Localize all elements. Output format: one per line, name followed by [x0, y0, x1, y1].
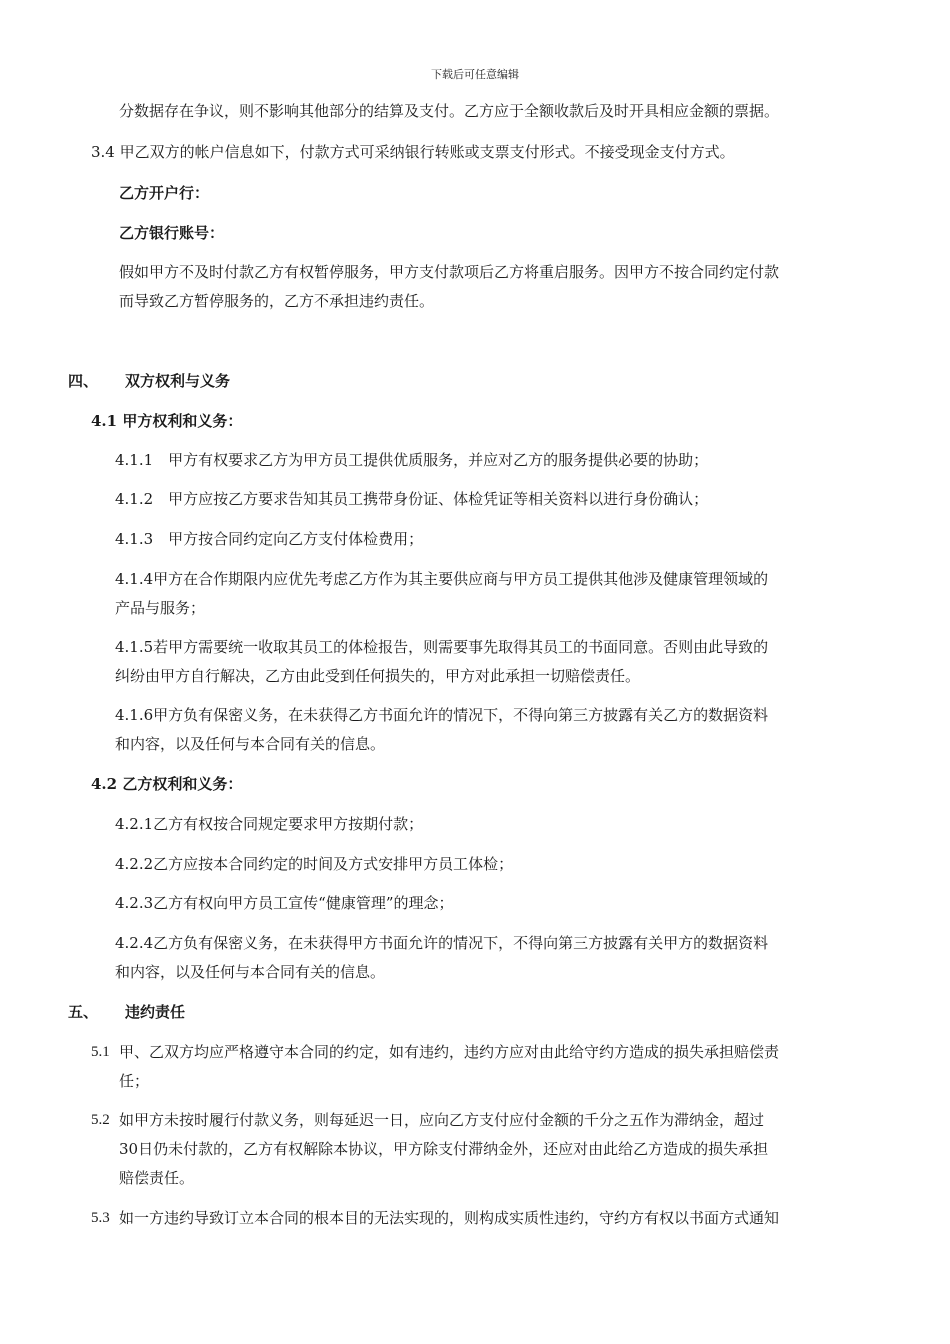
- paragraph-line: 任；: [119, 1072, 150, 1090]
- clause-number: 5.1: [91, 1044, 110, 1060]
- paragraph-line: 30日仍未付款的，乙方有权解除本协议，甲方除支付滞纳金外，还应对由此给乙方造成的损失承担: [119, 1140, 769, 1158]
- subsection-heading: 4.2 乙方权利和义务：: [91, 775, 243, 793]
- clause-5-3: 如一方违约导致订立本合同的根本目的无法实现的，则构成实质性违约，守约方有权以书面方式通知: [119, 1209, 780, 1227]
- clause-4-2-1: 4.2.1乙方有权按合同规定要求甲方按期付款；: [115, 815, 424, 833]
- section-title: 违约责任: [125, 1003, 186, 1021]
- paragraph-line: 赔偿责任。: [119, 1169, 195, 1187]
- section-title: 双方权利与义务: [125, 372, 231, 390]
- paragraph-line: 产品与服务；: [115, 599, 206, 617]
- clause-4-1-6: 4.1.6甲方负有保密义务，在未获得乙方书面允许的情况下，不得向第三方披露有关乙方的数据资料: [115, 706, 769, 724]
- paragraph-line: 和内容，以及任何与本合同有关的信息。: [115, 963, 386, 981]
- clause-4-1-1: 4.1.1 甲方有权要求乙方为甲方员工提供优质服务，并应对乙方的服务提供必要的协助；: [115, 451, 709, 469]
- section-number: 四、: [68, 372, 99, 390]
- clause-4-1-2: 4.1.2 甲方应按乙方要求告知其员工携带身份证、体检凭证等相关资料以进行身份确认；: [115, 490, 709, 508]
- page-header: 下载后可任意编辑: [431, 68, 519, 81]
- clause-4-2-2: 4.2.2乙方应按本合同约定的时间及方式安排甲方员工体检；: [115, 855, 514, 873]
- clause-4-1-5: 4.1.5若甲方需要统一收取其员工的体检报告，则需要事先取得其员工的书面同意。否则由此导致的: [115, 638, 769, 656]
- subsection-heading: 4.1 甲方权利和义务：: [91, 412, 243, 430]
- paragraph-line: 而导致乙方暂停服务的，乙方不承担违约责任。: [119, 292, 435, 310]
- clause-4-2-3: 4.2.3乙方有权向甲方员工宣传“健康管理”的理念；: [115, 894, 454, 912]
- clause-4-1-4: 4.1.4甲方在合作期限内应优先考虑乙方作为其主要供应商与甲方员工提供其他涉及健康管理领域的: [115, 570, 769, 588]
- paragraph-line: 假如甲方不及时付款乙方有权暂停服务，甲方支付款项后乙方将重启服务。因甲方不按合同约定付款: [119, 263, 780, 281]
- paragraph-line: 和内容，以及任何与本合同有关的信息。: [115, 735, 386, 753]
- clause-4-2-4: 4.2.4乙方负有保密义务，在未获得甲方书面允许的情况下，不得向第三方披露有关甲方的数据资料: [115, 934, 769, 952]
- paragraph-line: 纠纷由甲方自行解决，乙方由此受到任何损失的，甲方对此承担一切赔偿责任。: [115, 667, 641, 685]
- clause-number: 5.3: [91, 1210, 110, 1226]
- clause-3-4: 3.4 甲乙双方的帐户信息如下，付款方式可采纳银行转账或支票支付形式。不接受现金支付方式。: [91, 143, 735, 161]
- paragraph-line: 分数据存在争议，则不影响其他部分的结算及支付。乙方应于全额收款后及时开具相应金额的票据。: [119, 102, 780, 120]
- account-label: 乙方银行账号：: [119, 224, 225, 242]
- clause-5-1: 甲、乙双方均应严格遵守本合同的约定，如有违约，违约方应对由此给守约方造成的损失承担赔偿责: [119, 1043, 780, 1061]
- section-number: 五、: [68, 1003, 99, 1021]
- clause-number: 5.2: [91, 1112, 110, 1128]
- clause-5-2: 如甲方未按时履行付款义务，则每延迟一日，应向乙方支付应付金额的千分之五作为滞纳金，超过: [119, 1111, 765, 1129]
- clause-4-1-3: 4.1.3 甲方按合同约定向乙方支付体检费用；: [115, 530, 424, 548]
- bank-label: 乙方开户行：: [119, 184, 210, 202]
